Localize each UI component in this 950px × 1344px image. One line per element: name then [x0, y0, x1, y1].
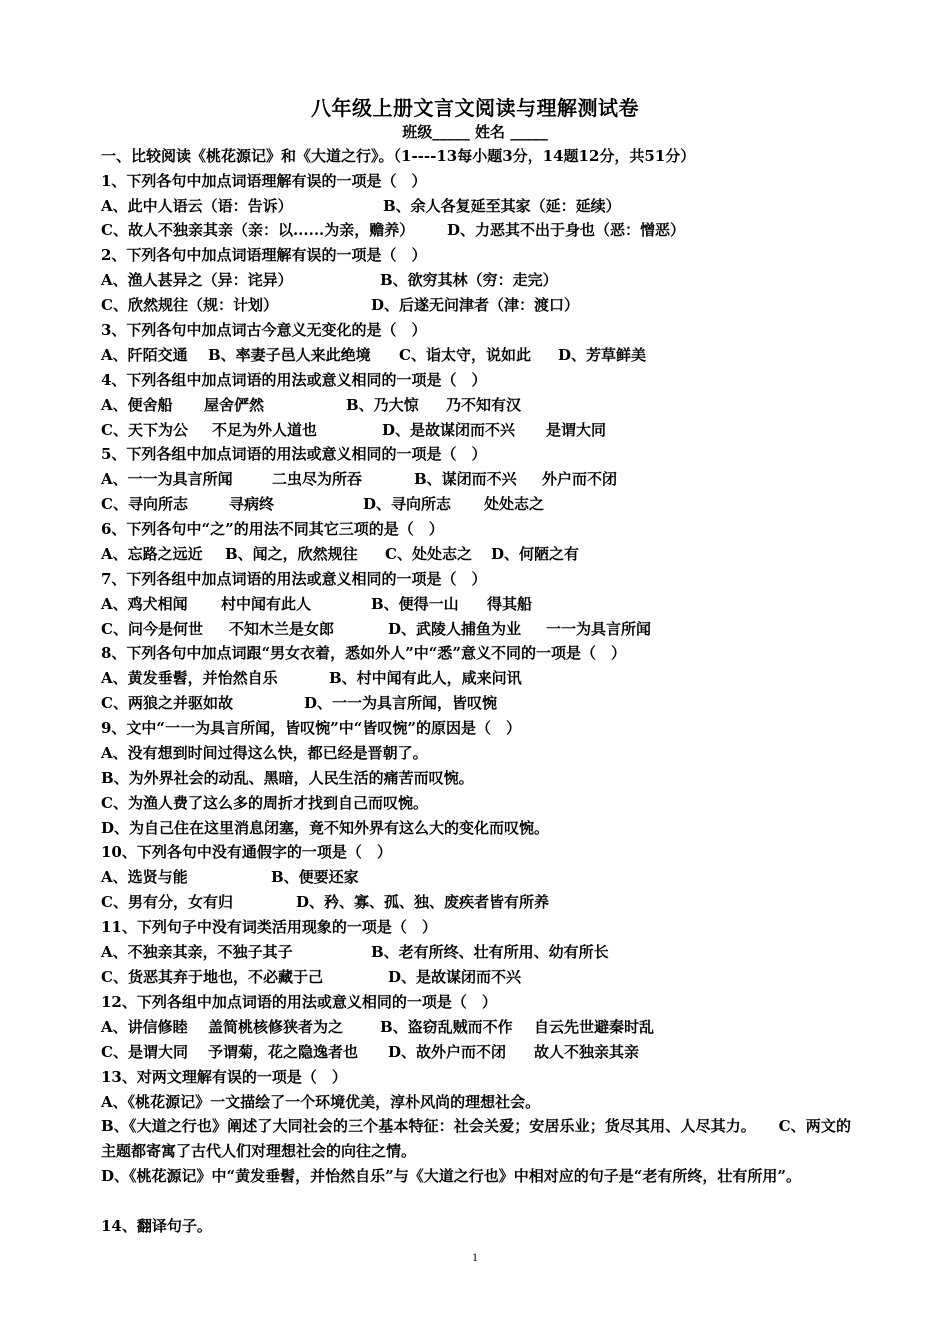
question-6-stem: 6、下列各句中“之”的用法不同其它三项的是（ ） — [101, 520, 444, 538]
option-b-pair: 自云先世避秦时乱 — [534, 1018, 655, 1036]
option-b: B、盗窃乱贼而不作 — [380, 1018, 513, 1036]
option-b-pair: 外户而不闭 — [542, 470, 618, 488]
option-c: C、货恶其弃于地也，不必藏于己 — [101, 968, 323, 986]
option-c: C、男有分，女有归 — [101, 893, 233, 911]
option-a: A、渔人甚异之（异：诧异） — [101, 271, 293, 289]
option-b: B、欲穷其林（穷：走完） — [380, 271, 558, 289]
option-a: A、选贤与能 — [101, 868, 188, 886]
option-b: B、谋闭而不兴 — [414, 470, 517, 488]
option-d: D、一一为具言所闻，皆叹惋 — [304, 694, 498, 712]
question-9-stem: 9、文中“一一为具言所闻，皆叹惋”中“皆叹惋”的原因是（ ） — [101, 719, 521, 737]
option-a: A、此中人语云（语：告诉） — [101, 197, 293, 215]
option-c-pair: 寻病终 — [229, 495, 275, 513]
option-c: C、两狼之并驱如故 — [101, 694, 233, 712]
option-b: B、便要还家 — [271, 868, 359, 886]
option-a: A、黄发垂髫，并怡然自乐 — [101, 669, 278, 687]
option-a-pair: 盖简桃核修狭者为之 — [208, 1018, 344, 1036]
class-name-line: 班级_____ 姓名 _____ — [402, 123, 548, 141]
option-c: C、是谓大同 — [101, 1043, 188, 1061]
option-a: A、忘路之远近 — [101, 545, 203, 563]
option-b: B、老有所终、壮有所用、幼有所长 — [371, 943, 609, 961]
option-d: D、矜、寡、孤、独、废疾者皆有所养 — [296, 893, 550, 911]
option-a: A、讲信修睦 — [101, 1018, 188, 1036]
question-12-stem: 12、下列各组中加点词语的用法或意义相同的一项是（ ） — [101, 993, 497, 1011]
question-13-stem: 13、对两文理解有误的一项是（ ） — [101, 1068, 347, 1086]
option-d: D、《桃花源记》中“黄发垂髫，并怡然自乐”与《大道之行也》中相对应的句子是“老有所终，壮有所用”。 — [101, 1167, 802, 1185]
question-4-stem: 4、下列各组中加点词语的用法或意义相同的一项是（ ） — [101, 371, 487, 389]
option-d: D、芳草鲜美 — [558, 346, 647, 364]
option-c-pair: 不足为外人道也 — [212, 421, 318, 439]
question-7-stem: 7、下列各组中加点词语的用法或意义相同的一项是（ ） — [101, 570, 487, 588]
option-a: A、《桃花源记》一文描绘了一个环境优美，淳朴风尚的理想社会。 — [101, 1093, 541, 1111]
option-b-pair: 得其船 — [487, 595, 533, 613]
option-a-pair: 二虫尽为所吞 — [272, 470, 363, 488]
option-d: D、力恶其不出于身也（恶：憎恶） — [447, 221, 686, 239]
option-a: A、不独亲其亲，不独子其子 — [101, 943, 293, 961]
option-b-pair: 乃不知有汉 — [446, 396, 522, 414]
option-a: A、鸡犬相闻 — [101, 595, 188, 613]
option-c: C、故人不独亲其亲（亲：以......为亲，赡养） — [101, 221, 415, 239]
option-c: C、欣然规往（规：计划） — [101, 296, 278, 314]
option-d: D、是故谋闭而不兴 — [382, 421, 516, 439]
option-b: B、率妻子邑人来此绝境 — [208, 346, 371, 364]
question-5-stem: 5、下列各组中加点词语的用法或意义相同的一项是（ ） — [101, 445, 487, 463]
option-d: D、寻向所志 — [363, 495, 452, 513]
option-b: B、村中闻有此人，咸来问讯 — [329, 669, 522, 687]
question-8-stem: 8、下列各句中加点词跟“男女衣着，悉如外人”中“悉”意义不同的一项是（ ） — [101, 644, 626, 662]
option-b: B、闻之，欣然规往 — [225, 545, 358, 563]
question-1-stem: 1、下列各句中加点词语理解有误的一项是（ ） — [101, 172, 427, 190]
option-a: A、便舍船 — [101, 396, 173, 414]
question-2-stem: 2、下列各句中加点词语理解有误的一项是（ ） — [101, 246, 427, 264]
option-d: D、是故谋闭而不兴 — [388, 968, 522, 986]
option-d-pair: 处处志之 — [484, 495, 545, 513]
question-3-stem: 3、下列各句中加点词古今意义无变化的是（ ） — [101, 321, 427, 339]
option-d-pair: 一一为具言所闻 — [546, 620, 652, 638]
option-c-pair: 不知木兰是女郎 — [229, 620, 335, 638]
option-c: C、问今是何世 — [101, 620, 203, 638]
option-d: D、后遂无问津者（津：渡口） — [371, 296, 580, 314]
option-d: D、为自己住在这里消息闭塞，竟不知外界有这么大的变化而叹惋。 — [101, 819, 550, 837]
option-c: C、处处志之 — [385, 545, 472, 563]
option-c: C、诣太守，说如此 — [399, 346, 531, 364]
option-b: B、为外界社会的动乱、黑暗，人民生活的痛苦而叹惋。 — [101, 769, 474, 787]
question-10-stem: 10、下列各句中没有通假字的一项是（ ） — [101, 843, 392, 861]
option-c: C、寻向所志 — [101, 495, 188, 513]
option-b: B、余人各复延至其家（延：延续） — [383, 197, 621, 215]
option-c-pair: 予谓菊，花之隐逸者也 — [208, 1043, 359, 1061]
question-11-stem: 11、下列句子中没有词类活用现象的一项是（ ） — [101, 918, 437, 936]
option-d: D、何陋之有 — [491, 545, 580, 563]
option-b: B、便得一山 — [371, 595, 459, 613]
page-number: 1 — [472, 1250, 478, 1264]
option-a: A、阡陌交通 — [101, 346, 188, 364]
option-d-pair: 是谓大同 — [546, 421, 607, 439]
option-c: C、天下为公 — [101, 421, 188, 439]
section-heading: 一、比较阅读《桃花源记》和《大道之行》。（1----13每小题3分，14题12分，共51分） — [101, 147, 696, 165]
option-b-and-c: B、《大道之行也》阐述了大同社会的三个基本特征：社会关爱；安居乐业；货尽其用、人尽其力。 C、两文的主题都寄寓了古代人们对理想社会的向往之情。 — [101, 1117, 851, 1160]
option-c: C、为渔人费了这么多的周折才找到自己而叹惋。 — [101, 794, 428, 812]
question-14-stem: 14、翻译句子。 — [101, 1217, 212, 1235]
option-d-pair: 故人不独亲其亲 — [534, 1043, 640, 1061]
option-a: A、没有想到时间过得这么快，都已经是晋朝了。 — [101, 744, 428, 762]
option-a-pair: 屋舍俨然 — [204, 396, 265, 414]
option-a-pair: 村中闻有此人 — [221, 595, 312, 613]
page-title: 八年级上册文言文阅读与理解测试卷 — [311, 96, 639, 120]
option-d: D、故外户而不闭 — [388, 1043, 507, 1061]
option-b: B、乃大惊 — [346, 396, 419, 414]
option-d: D、武陵人捕鱼为业 — [388, 620, 522, 638]
option-a: A、一一为具言所闻 — [101, 470, 233, 488]
